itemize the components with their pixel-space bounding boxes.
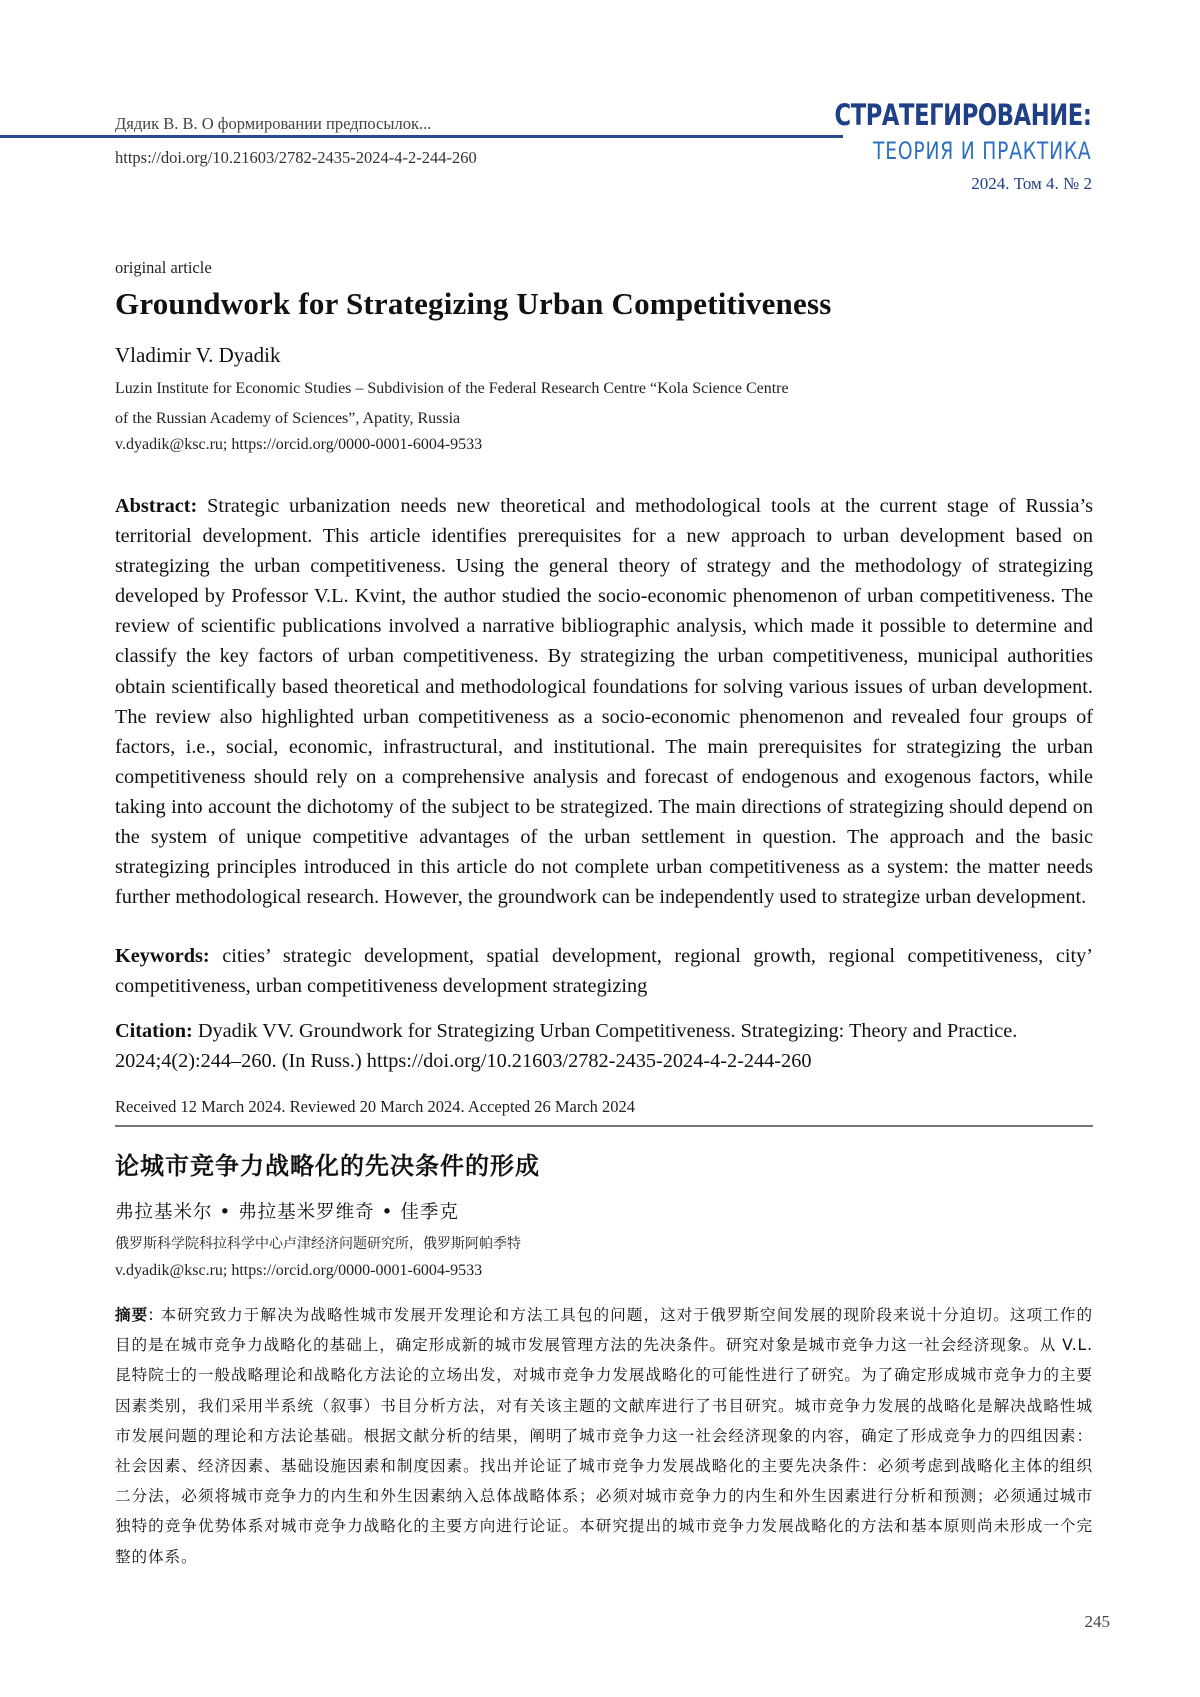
citation	[115, 1016, 1093, 1076]
abstract-cn	[115, 1300, 1093, 1572]
citation-label: Citation:	[115, 1020, 193, 1042]
page-number: 245	[1084, 1612, 1110, 1631]
affiliation-line-1: Luzin Institute for Economic Studies – Subdivision of the Federal Research Centre “Kola Science Centre	[115, 380, 789, 397]
journal-issue: 2024. Том 4. № 2	[971, 174, 1092, 193]
article-title-cn: 论城市竞争力战略化的先决条件的形成	[115, 1152, 540, 1180]
author-name: Vladimir V. Dyadik	[115, 343, 281, 367]
keywords-text: cities’ strategic development, spatial development, regional growth, regional competitiveness, city’ competitiveness, urban competitiveness development strategizing	[115, 945, 1093, 998]
journal-name-line1: СТРАТЕГИРОВАНИЕ:	[834, 98, 1092, 132]
author-affiliation	[115, 374, 1093, 434]
citation-text: Dyadik VV. Groundwork for Strategizing Urban Competitiveness. Strategizing: Theory and Practice. 2024;4(2):244–260. (In Russ.) https://doi.org/10.21603/2782-2435-2024-4-2-244-260	[115, 1020, 1018, 1073]
affiliation-line-2: of the Russian Academy of Sciences”, Apatity, Russia	[115, 410, 461, 427]
abstract-text: Strategic urbanization needs new theoretical and methodological tools at the current stage of Russia’s territorial development. This article identifies prerequisites for a new approach to urban development based on strategizing the urban competitiveness. Using the general theory of strategy and the methodology of strategizing developed by Professor V.L. Kvint, the author studied the socio-economic phenomenon of urban competitiveness. The review of scientific publications involved a narrative bibliographic analysis, which made it possible to determine and classify the key factors of urban competitiveness. By strategizing the urban competitiveness, municipal authorities obtain scientifically based theoretical and methodological foundations for solving various issues of urban development. The review also highlighted urban competitiveness as a socio-economic phenomenon and revealed four groups of factors, i.e., social, economic, infrastructural, and institutional. The main prerequisites for strategizing the urban competitiveness should rely on a comprehensive analysis and forecast of endogenous and exogenous factors, while taking into account the dichotomy of the subject to be strategized. The main directions of strategizing should depend on the system of unique competitive advantages of the urban settlement in question. The approach and the basic strategizing principles introduced in this article do not complete urban competitiveness as a system: the matter needs further methodological research. However, the groundwork can be independently used to strategize urban development.	[115, 495, 1093, 909]
running-header	[115, 114, 840, 134]
article-title: Groundwork for Strategizing Urban Competitiveness	[115, 286, 832, 321]
keywords-label: Keywords:	[115, 945, 210, 967]
author-contact-cn[interactable]: v.dyadik@ksc.ru; https://orcid.org/0000-0001-6004-9533	[115, 1262, 483, 1279]
journal-masthead	[762, 98, 1092, 194]
article-dates: Received 12 March 2024. Reviewed 20 March 2024. Accepted 26 March 2024	[115, 1097, 636, 1116]
abstract	[115, 491, 1093, 912]
header-doi-link[interactable]: https://doi.org/10.21603/2782-2435-2024-4-2-244-260	[115, 148, 477, 167]
article-type: original article	[115, 258, 212, 277]
abstract-label-cn: 摘要	[115, 1306, 149, 1324]
section-divider	[115, 1125, 1093, 1127]
journal-name-line2: ТЕОРИЯ И ПРАКТИКА	[873, 137, 1092, 165]
abstract-text-cn: : 本研究致力于解决为战略性城市发展开发理论和方法工具包的问题，这对于俄罗斯空间发展的现阶段来说十分迫切。这项工作的目的是在城市竞争力战略化的基础上，确定形成新的城市发展管理方法的先决条件。研究对象是城市竞争力这一社会经济现象。从 V.L. 昆特院士的一般战略理论和战略化方法论的立场出发，对城市竞争力发展战略化的可能性进行了研究。为了确定形成城市竞争力的主要因素类别，我们采用半系统（叙事）书目分析方法，对有关该主题的文献库进行了书目研究。城市竞争力发展的战略化是解决战略性城市发展问题的理论和方法论基础。根据文献分析的结果，阐明了城市竞争力这一社会经济现象的内容，确定了形成竞争力的四组因素：社会因素、经济因素、基础设施因素和制度因素。找出并论证了城市竞争力发展战略化的主要先决条件：必须考虑到战略化主体的组织二分法，必须将城市竞争力的内生和外生因素纳入总体战略体系；必须对城市竞争力的内生和外生因素进行分析和预测；必须通过城市独特的竞争优势体系对城市竞争力战略化的主要方向进行论证。本研究提出的城市竞争力发展战略化的方法和基本原则尚未形成一个完整的体系。	[115, 1306, 1093, 1566]
abstract-label: Abstract:	[115, 495, 198, 517]
author-name-cn: 弗拉基米尔 • 弗拉基米罗维奇 • 佳季克	[115, 1202, 459, 1223]
header-divider	[0, 135, 843, 138]
author-contact[interactable]: v.dyadik@ksc.ru; https://orcid.org/0000-0001-6004-9533	[115, 436, 483, 453]
keywords	[115, 941, 1093, 1001]
running-title: Дядик В. В. О формировании предпосылок...	[115, 114, 432, 133]
author-affiliation-cn: 俄罗斯科学院科拉科学中心卢津经济问题研究所，俄罗斯阿帕季特	[115, 1236, 521, 1252]
